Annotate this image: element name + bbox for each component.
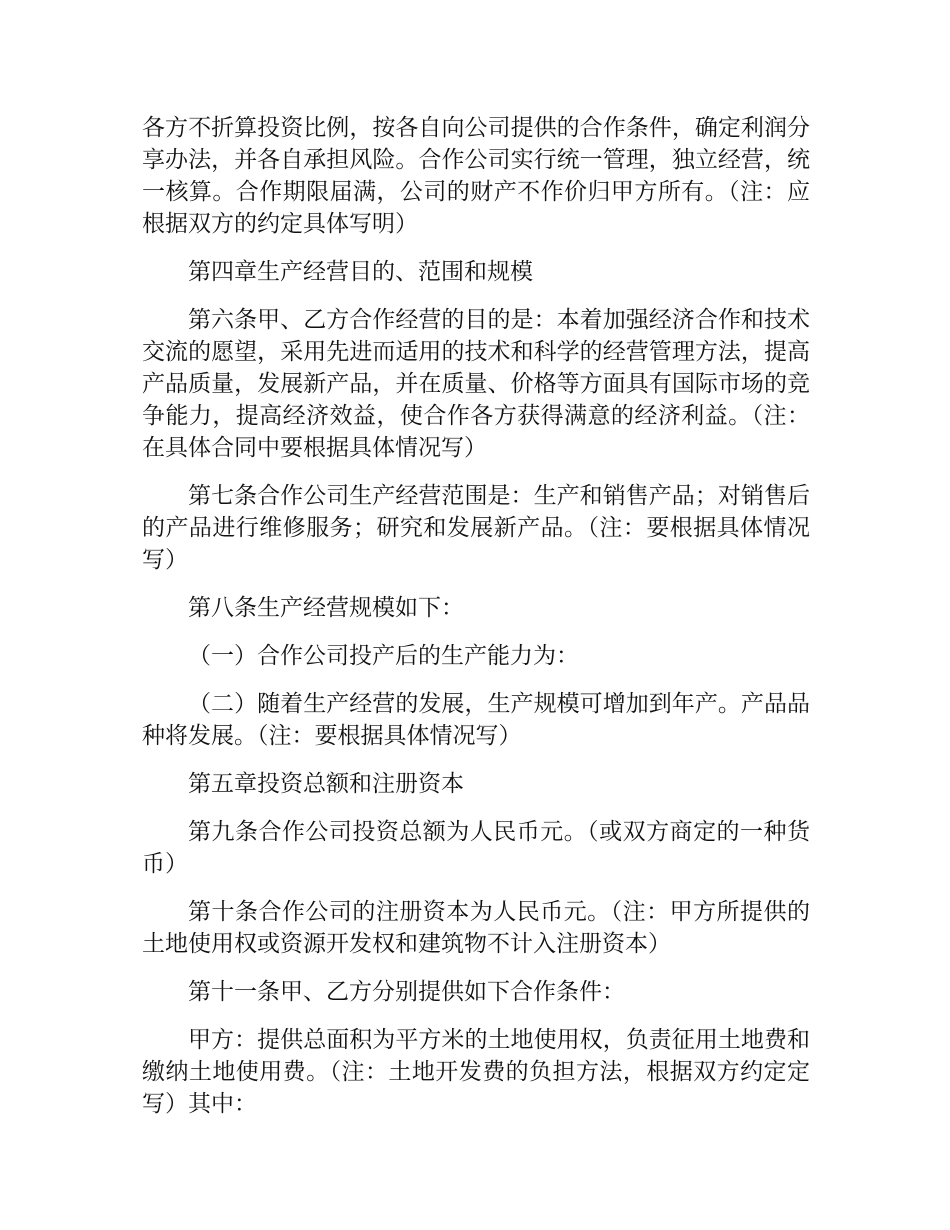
chapter-heading-5: 第五章投资总额和注册资本 <box>188 771 464 797</box>
document-page <box>142 112 810 1136</box>
article-8-item-1: （一）合作公司投产后的生产能力为： <box>188 643 579 669</box>
article-7-paragraph: 第七条合作公司生产经营范围是：生产和销售产品；对销售后的产品进行维修服务；研究和发展新产品。（注：要根据具体情况写） <box>142 483 810 573</box>
party-a-paragraph: 甲方：提供总面积为平方米的土地使用权，负责征用土地费和缴纳土地使用费。（注：土地开发费的负担方法，根据双方约定定写）其中： <box>142 1027 810 1117</box>
article-6-paragraph: 第六条甲、乙方合作经营的目的是：本着加强经济合作和技术交流的愿望，采用先进而适用的技术和科学的经营管理方法，提高产品质量，发展新产品，并在质量、价格等方面具有国际市场的竞争能力，提高经济效益，使合作各方获得满意的经济利益。（注：在具体合同中要根据具体情况写） <box>142 307 810 461</box>
article-8-paragraph: 第八条生产经营规模如下： <box>188 595 464 621</box>
article-9-paragraph: 第九条合作公司投资总额为人民币元。（或双方商定的一种货币） <box>142 819 810 877</box>
article-8-item-2: （二）随着生产经营的发展，生产规模可增加到年产。产品品种将发展。（注：要根据具体情况写） <box>142 691 810 749</box>
article-11-paragraph: 第十一条甲、乙方分别提供如下合作条件： <box>188 979 625 1005</box>
paragraph-continuation: 各方不折算投资比例，按各自向公司提供的合作条件，确定利润分享办法，并各自承担风险。合作公司实行统一管理，独立经营，统一核算。合作期限届满，公司的财产不作价归甲方所有。（注：应根据双方的约定具体写明） <box>142 115 810 237</box>
chapter-heading-4: 第四章生产经营目的、范围和规模 <box>188 259 533 285</box>
article-10-paragraph: 第十条合作公司的注册资本为人民币元。（注：甲方所提供的土地使用权或资源开发权和建筑物不计入注册资本） <box>142 899 810 957</box>
